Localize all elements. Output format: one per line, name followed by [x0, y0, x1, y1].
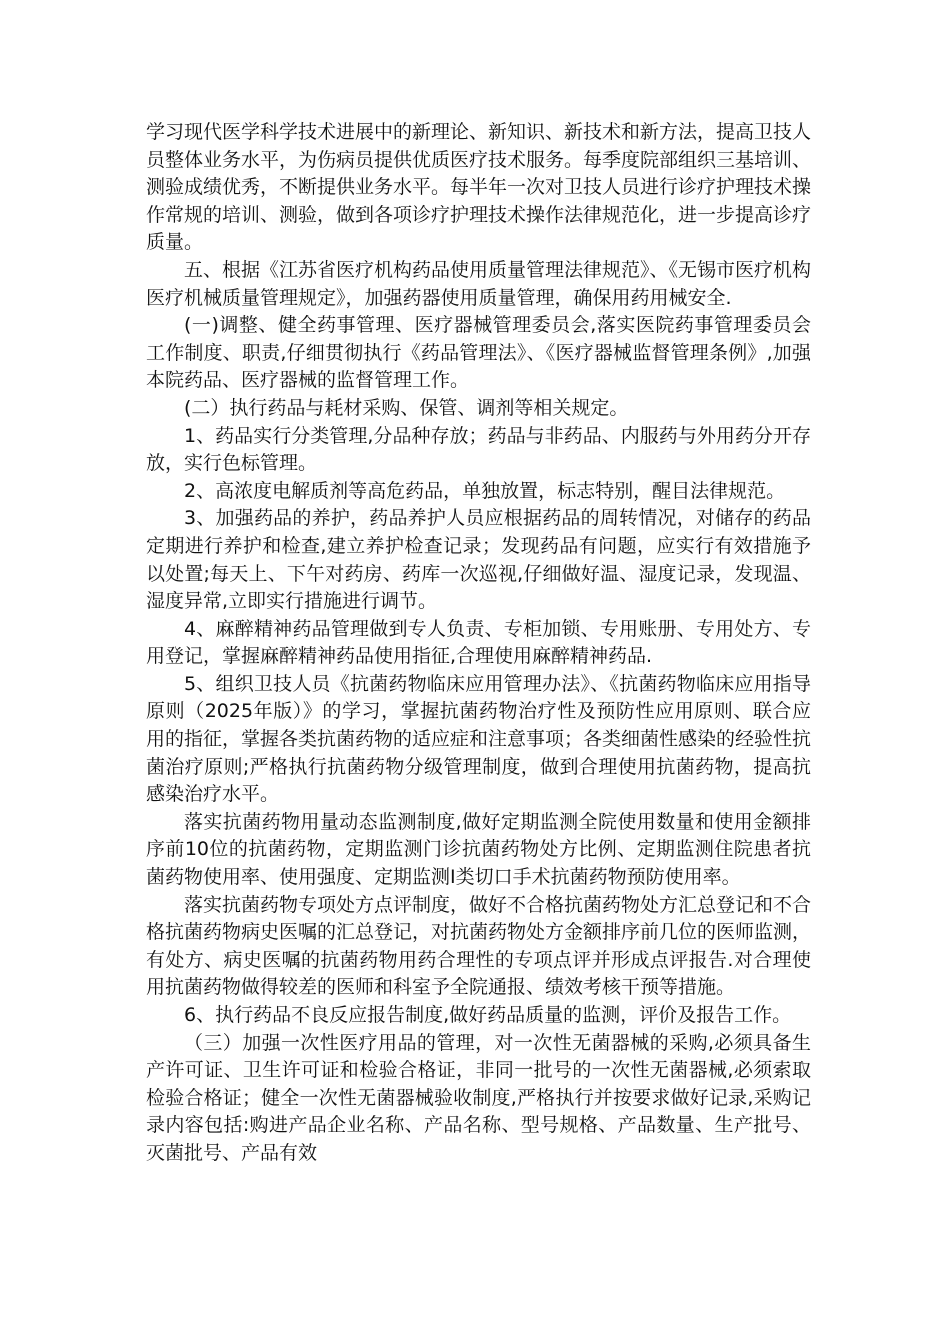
paragraph-item-2: 2、高浓度电解质剂等高危药品，单独放置，标志特别，醒目法律规范。 — [184, 479, 786, 502]
paragraph-antibiotic-monitoring: 落实抗菌药物用量动态监测制度,做好定期监测全院使用数量和使用金额排序前10位的抗菌药物，定期监测门诊抗菌药物处方比例、定期监测住院患者抗菌药物使用率、使用强度、定期监测Ⅰ类切口手术抗菌药物预防使用率。 — [146, 810, 811, 889]
paragraph-item-1: 1、药品实行分类管理,分品种存放；药品与非药品、内服药与外用药分开存放，实行色标管理。 — [146, 424, 811, 475]
document-page — [146, 119, 811, 1168]
paragraph-subsection-one: (一)调整、健全药事管理、医疗器械管理委员会,落实医院药事管理委员会工作制度、职责,仔细贯彻执行《药品管理法》、《医疗器械监督管理条例》,加强本院药品、医疗器械的监督管理工作。 — [146, 314, 811, 392]
paragraph-item-6: 6、执行药品不良反应报告制度,做好药品质量的监测，评价及报告工作。 — [184, 1004, 792, 1026]
paragraph-prescription-review: 落实抗菌药物专项处方点评制度，做好不合格抗菌药物处方汇总登记和不合格抗菌药物病史医嘱的汇总登记，对抗菌药物处方金额排序前几位的医师监测，有处方、病史医嘱的抗菌药物用药合理性的专项点评并形成点评报告.对合理使用抗菌药物做得较差的医师和科室予全院通报、绩效考核干预等措施。 — [146, 893, 812, 999]
paragraph-item-5: 5、组织卫技人员《抗菌药物临床应用管理办法》、《抗菌药物临床应用指导原则（2025年版）》的学习，掌握抗菌药物治疗性及预防性应用原则、联合应用的指征，掌握各类抗菌药物的适应症和注意事项；各类细菌性感染的经验性抗菌治疗原则;严格执行抗菌药物分级管理制度，做到合理使用抗菌药物，提高抗感染治疗水平。 — [146, 672, 812, 806]
paragraph-subsection-two: (二）执行药品与耗材采购、保管、调剂等相关规定。 — [184, 396, 629, 419]
paragraph-item-3: 3、加强药品的养护，药品养护人员应根据药品的周转情况，对储存的药品定期进行养护和检查,建立养护检查记录；发现药品有问题，应实行有效措施予以处置;每天上、下午对药房、药库一次巡视,仔细做好温、湿度记录，发现温、湿度异常,立即实行措施进行调节。 — [146, 507, 811, 613]
paragraph-section-five: 五、根据《江苏省医疗机构药品使用质量管理法律规范》、《无锡市医疗机构医疗机械质量管理规定》，加强药器使用质量管理，确保用药用械安全. — [146, 258, 812, 309]
paragraph-continuation: 学习现代医学科学技术进展中的新理论、新知识、新技术和新方法，提高卫技人员整体业务水平，为伤病员提供优质医疗技术服务。每季度院部组织三基培训、测验成绩优秀，不断提供业务水平。每半年一次对卫技人员进行诊疗护理技术操作常规的培训、测验，做到各项诊疗护理技术操作法律规范化，进一步提高诊疗质量。 — [146, 121, 812, 254]
paragraph-subsection-three: （三）加强一次性医疗用品的管理，对一次性无菌器械的采购,必须具备生产许可证、卫生许可证和检验合格证，非同一批号的一次性无菌器械,必须索取检验合格证；健全一次性无菌器械验收制度,严格执行并按要求做好记录,采购记录内容包括:购进产品企业名称、产品名称、型号规格、产品数量、生产批号、灭菌批号、产品有效 — [146, 1031, 811, 1164]
paragraph-item-4: 4、麻醉精神药品管理做到专人负责、专柜加锁、专用账册、专用处方、专用登记，掌握麻醉精神药品使用指征,合理使用麻醉精神药品. — [146, 617, 811, 668]
